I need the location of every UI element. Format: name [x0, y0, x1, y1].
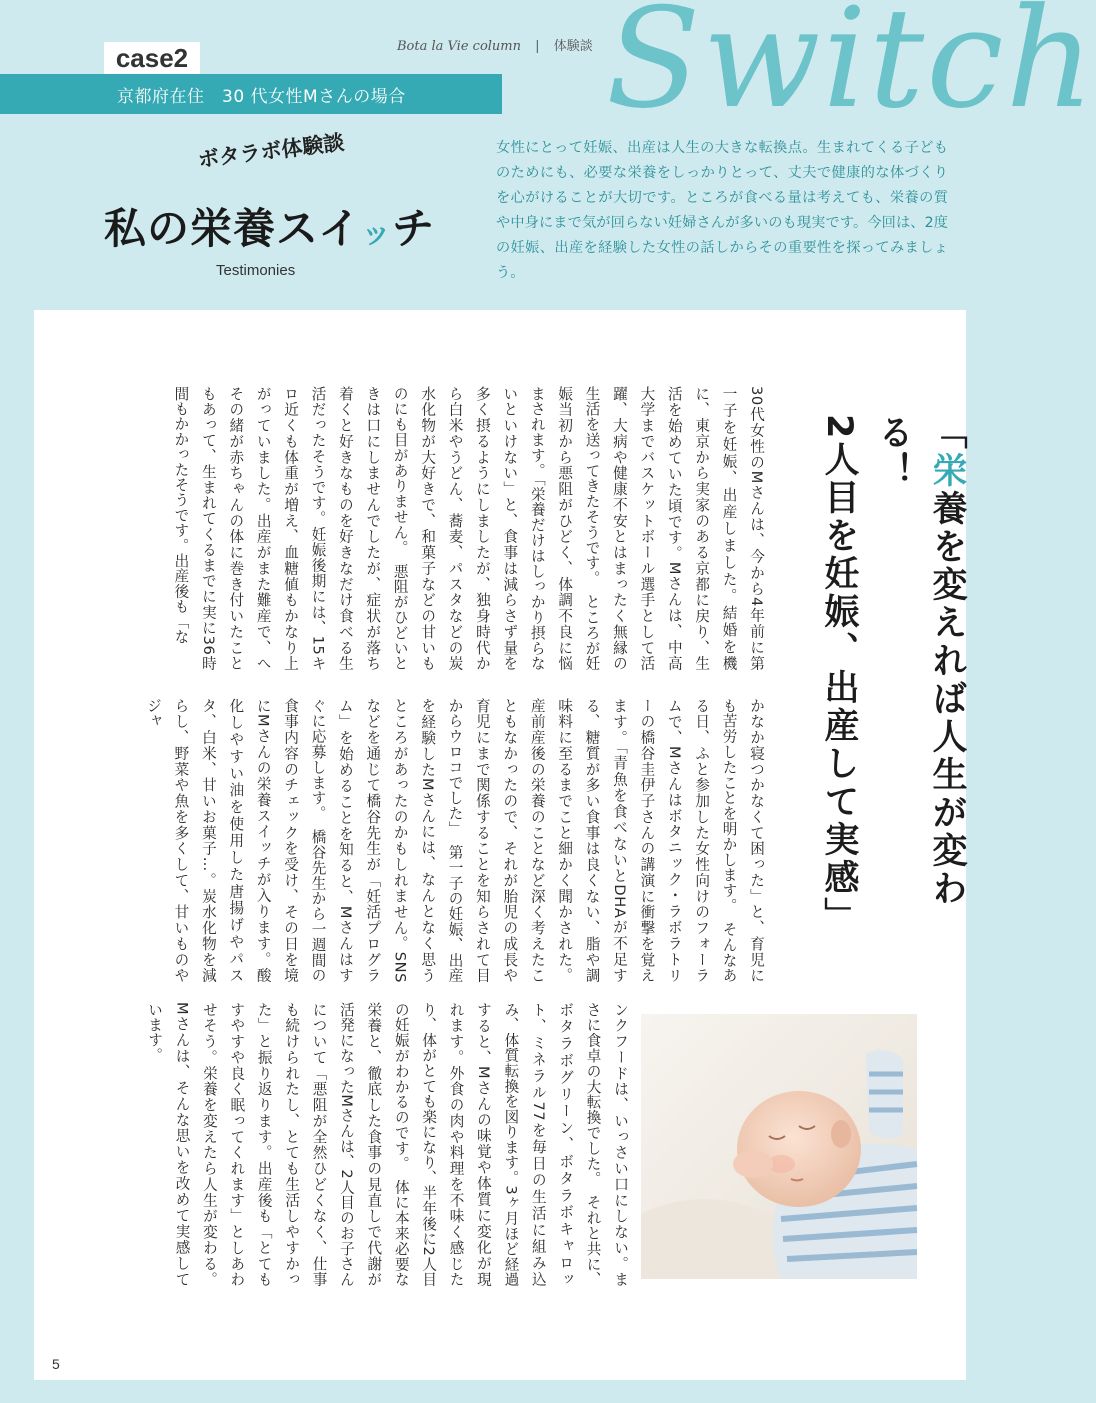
- body-column-2: かなか寝つかなくて困った」と、育児にも苦労したことを明かします。 そんなある日、ふと参加した女性向けのフォーラムで、Mさんはボタニック・ラボラトリーの橋谷圭伊子さんの講演に衝撃を覚えます。「青魚を食べないとDHAが不足する、糖質が多い食事は良くない、脂や調味料に至るまでこと細かく聞かされた。産前産後の栄養のことなど深く考えたこともなかったので、それが胎児の成長や育児にまで関係することを知らされて目からウロコでした」 第一子の妊娠、出産を経験したMさんには、なんとなく思うところがあったのかもしれません。SNSなどを通じて橋谷先生が「妊活プログラム」を始めることを知ると、Mさんはすぐに応募します。 橋谷先生から一週間の食事内容のチェックを受け、その日を境にMさんの栄養スイッチが入ります。酸化しやすい油を使用した唐揚げやパスタ、白米、甘いお菓子…。炭水化物を減らし、野菜や魚を多くして、甘いものやジャ: [145, 698, 765, 983]
- column-separator: |: [535, 39, 540, 54]
- subtitle-bar: 京都府在住 30 代女性Mさんの場合: [0, 74, 502, 114]
- headline-open-quote: 「: [927, 414, 967, 452]
- switch-title-decor: Switch: [606, 0, 1096, 139]
- body-column-3: ンクフードは、いっさい口にしない。まさに食卓の大転換でした。 それと共に、ボタラボグリーン、ボタラボキャロット、ミネラル77を毎日の生活に組み込み、体質転換を図ります。3ヶ月ほど経過すると、Mさんの味覚や体質に変化が現れます。外食の肉や料理を不味く感じたり、体がとても楽になり、半年後に2人目の妊娠がわかるのです。 体に本来必要な栄養と、徹底した食事の見直しで代謝が活発になったMさんは、2人目のお子さんについて「悪阻が全然ひどくなく、仕事も続けられたし、とても生活しやすかった」と振り返ります。出産後も「とてもすやすや良く眠ってくれます」としあわせそう。栄養を変えたら人生が変わる。Mさんは、そんな思いを改めて実感しています。: [146, 1002, 629, 1287]
- column-type: 体験談: [553, 39, 593, 54]
- column-name: Bota la Vie column: [397, 39, 522, 54]
- page-number: 5: [52, 1356, 60, 1372]
- sleeping-baby-illustration: [641, 1014, 917, 1279]
- headline-accent-char: 栄: [927, 452, 967, 490]
- main-title-tsu: ッ: [361, 216, 393, 251]
- kicker: ボタラボ体験談: [196, 130, 346, 172]
- headline: [812, 414, 974, 934]
- case-label: case2: [104, 42, 200, 74]
- main-title: [104, 196, 435, 256]
- headline-line2: 2人目を妊娠、出産して実感」: [819, 414, 859, 936]
- main-title-part2: チ: [392, 204, 436, 253]
- column-label: [397, 35, 593, 54]
- body-column-1: 30代女性のMさんは、今から4年前に第一子を妊娠、出産しました。結婚を機に、東京から実家のある京都に戻り、生活を始めていた頃です。Mさんは、中高大学までバスケットボール選手として活躍、大病や健康不安とはまったく無縁の生活を送ってきたそうです。 ところが妊娠当初から悪阻がひどく、体調不良に悩まされます。「栄養だけはしっかり摂らないといけない」と、食事は減らさず量を多く摂るようにしましたが、独身時代から白米やうどん、蕎麦、パスタなどの炭水化物が大好きで、和菓子などの甘いものにも目がありません。 悪阻がひどいときは口にしませんでしたが、症状が落ち着くと好きなものを好きなだけ食べる生活だったそうです。妊娠後期には、15キロ近くも体重が増え、血糖値もかなり上がっていました。出産がまた難産で、へその緒が赤ちゃんの体に巻き付いたこともあって、生まれてくるまでに実に36時間もかかったそうです。出産後も「な: [172, 386, 765, 671]
- lead-paragraph: 女性にとって妊娠、出産は人生の大きな転換点。生まれてくる子どものためにも、必要な栄養をしっかりとって、丈夫で健康的な体づくりを心がけることが大切です。ところが食べる量は考えても、栄養の質や中身にまで気が回らない妊婦さんが多いのも現実です。今回は、2度の妊娠、出産を経験した女性の話しからその重要性を探ってみましょう。: [496, 140, 948, 281]
- main-title-part1: 私の栄養スイ: [104, 204, 362, 253]
- baby-photo: [641, 1014, 917, 1279]
- title-english: Testimonies: [216, 262, 296, 279]
- headline-line1: 養を変えれば人生が変わる！: [873, 414, 967, 908]
